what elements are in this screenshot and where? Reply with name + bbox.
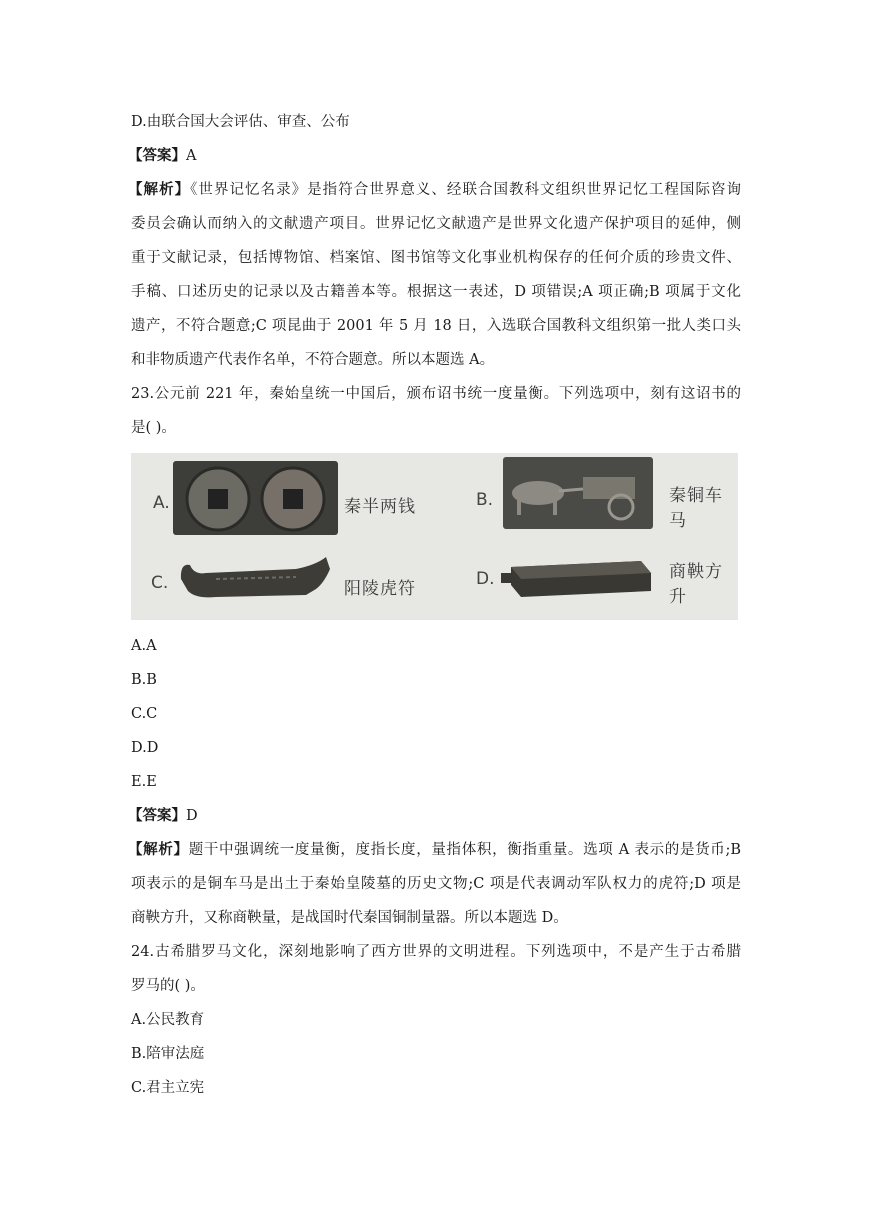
q23-analysis-line-2: 项表示的是铜车马是出土于秦始皇陵墓的历史文物;C 项是代表调动军队权力的虎符;D 项是 — [131, 876, 741, 892]
answer-value: D — [186, 808, 198, 824]
q23-option-d: D.D — [131, 740, 159, 756]
q22-analysis-line-5: 遗产，不符合题意;C 项昆曲于 2001 年 5 月 18 日，入选联合国教科文组织第一批人类口头 — [131, 318, 741, 334]
figure-letter-a: A. — [153, 493, 170, 513]
q22-option-d: D.由联合国大会评估、审查、公布 — [131, 114, 350, 130]
q23-analysis-line-3: 商鞅方升，又称商鞅量，是战国时代秦国铜制量器。所以本题选 D。 — [131, 910, 568, 926]
q23-stem-line-1: 23.公元前 221 年，秦始皇统一中国后，颁布诏书统一度量衡。下列选项中，刻有这诏书的 — [131, 386, 741, 402]
tiger-tally-image — [176, 549, 336, 605]
chariot-image — [503, 457, 653, 529]
figure-letter-d: D. — [476, 569, 495, 589]
q23-stem-line-2: 是( )。 — [131, 420, 176, 436]
q23-option-c: C.C — [131, 706, 158, 722]
figure-letter-b: B. — [476, 490, 494, 510]
measuring-vessel-image — [501, 547, 661, 603]
q23-option-b: B.B — [131, 672, 157, 688]
q22-analysis-line-6: 和非物质遗产代表作名单，不符合题意。所以本题选 A。 — [131, 352, 495, 368]
answer-value: A — [186, 148, 197, 164]
coins-image — [173, 461, 338, 535]
q24-stem-line-2: 罗马的( )。 — [131, 978, 205, 994]
figure-caption-d: 商鞅方升 — [669, 562, 723, 607]
q22-analysis-line-2: 委员会确认而纳入的文献遗产项目。世界记忆文献遗产是世界文化遗产保护项目的延伸，侧 — [131, 216, 741, 232]
q23-figure — [131, 453, 738, 620]
figure-caption-b: 秦铜车马 — [669, 486, 723, 531]
q24-option-c: C.君主立宪 — [131, 1080, 205, 1096]
q22-analysis-line-3: 重于文献记录，包括博物馆、档案馆、图书馆等文化事业机构保存的任何介质的珍贵文件、 — [131, 250, 741, 266]
q23-answer — [128, 806, 738, 826]
answer-tag: 【答案】 — [128, 147, 186, 164]
figure-caption-c: 阳陵虎符 — [344, 579, 416, 599]
q23-analysis-line-1: 【解析】题干中强调统一度量衡，度指长度，量指体积，衡指重量。选项 A 表示的是货币;B — [128, 841, 742, 858]
figure-letter-c: C. — [151, 573, 169, 593]
analysis-tag: 【解析】 — [128, 181, 191, 198]
q24-option-a: A.公民教育 — [131, 1012, 205, 1028]
q22-analysis-line-1: 【解析】《世界记忆名录》是指符合世界意义、经联合国教科文组织世界记忆工程国际咨询 — [128, 181, 742, 198]
q24-option-b: B.陪审法庭 — [131, 1046, 205, 1062]
q23-option-e: E.E — [131, 774, 157, 790]
answer-tag: 【答案】 — [128, 807, 186, 824]
q23-option-a: A.A — [131, 638, 157, 654]
figure-caption-a: 秦半两钱 — [344, 497, 416, 517]
q24-stem-line-1: 24.古希腊罗马文化，深刻地影响了西方世界的文明进程。下列选项中，不是产生于古希腊 — [131, 944, 741, 960]
q22-answer — [128, 146, 738, 166]
analysis-tag: 【解析】 — [128, 841, 189, 858]
q22-analysis-line-4: 手稿、口述历史的记录以及古籍善本等。根据这一表述，D 项错误;A 项正确;B 项属于文化 — [131, 284, 741, 300]
